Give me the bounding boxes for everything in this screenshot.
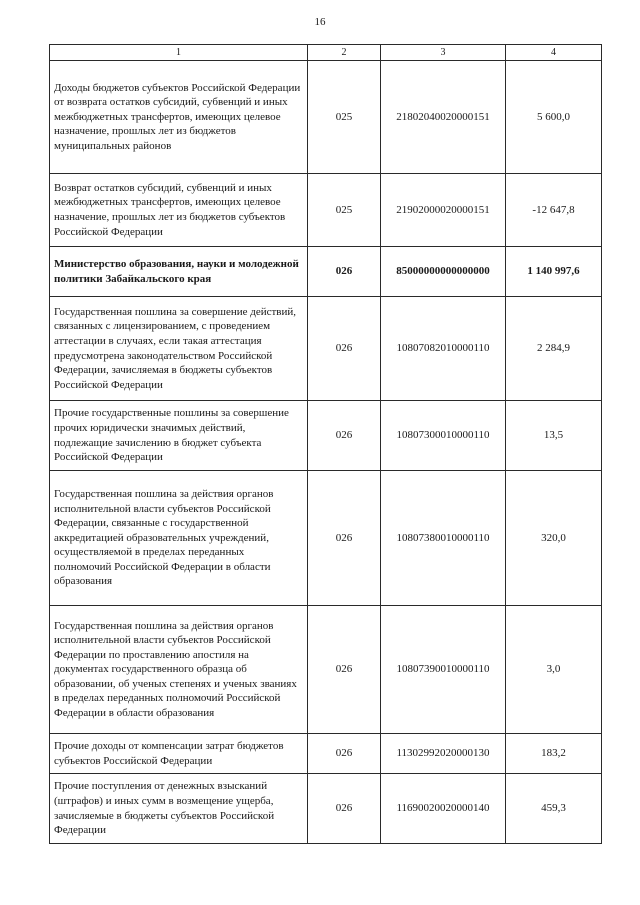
row-description: Государственная пошлина за совершение действий, связанных с лицензированием, с проведением аттестации в случаях, если такая аттестация предусмотрена законодательством Российской Федерации, зачисляемая в бюджеты субъектов Российской Федерации bbox=[50, 297, 308, 401]
row-description: Прочие доходы от компенсации затрат бюджетов субъектов Российской Федерации bbox=[50, 734, 308, 774]
row-amount: -12 647,8 bbox=[506, 174, 602, 247]
row-description: Государственная пошлина за действия органов исполнительной власти субъектов Российской Федерации по проставлению апостиля на документах государственного образца об образовании, об ученых степенях и ученых званиях в пределах переданных полномочий Российской Федерации в области образования bbox=[50, 606, 308, 734]
row-admin-code: 026 bbox=[308, 247, 381, 297]
row-classification-code: 10807390010000110 bbox=[381, 606, 506, 734]
table-row bbox=[50, 606, 602, 734]
row-description: Министерство образования, науки и молодежной политики Забайкальского края bbox=[50, 247, 308, 297]
table-header-row bbox=[50, 45, 602, 61]
row-description: Возврат остатков субсидий, субвенций и иных межбюджетных трансфертов, имеющих целевое назначение, прошлых лет из бюджетов субъектов Российской Федерации bbox=[50, 174, 308, 247]
table-row bbox=[50, 174, 602, 247]
row-classification-code: 10807082010000110 bbox=[381, 297, 506, 401]
table-row bbox=[50, 401, 602, 471]
row-classification-code: 21902000020000151 bbox=[381, 174, 506, 247]
table-row bbox=[50, 297, 602, 401]
row-admin-code: 026 bbox=[308, 401, 381, 471]
column-header-1: 1 bbox=[50, 45, 308, 61]
row-admin-code: 026 bbox=[308, 734, 381, 774]
page-number: 16 bbox=[314, 16, 326, 28]
row-amount: 5 600,0 bbox=[506, 61, 602, 174]
table-row-section bbox=[50, 247, 602, 297]
table-row bbox=[50, 734, 602, 774]
table-row bbox=[50, 61, 602, 174]
row-amount: 183,2 bbox=[506, 734, 602, 774]
row-admin-code: 026 bbox=[308, 606, 381, 734]
row-admin-code: 026 bbox=[308, 297, 381, 401]
revenue-table bbox=[49, 44, 602, 844]
row-description: Доходы бюджетов субъектов Российской Федерации от возврата остатков субсидий, субвенций и иных межбюджетных трансфертов, имеющих целевое назначение, прошлых лет из бюджетов муниципальных районов bbox=[50, 61, 308, 174]
row-description: Государственная пошлина за действия органов исполнительной власти субъектов Российской Федерации, связанные с государственной аккредитацией образовательных учреждений, осуществляемой в пределах переданных полномочий Российской Федерации в области образования bbox=[50, 471, 308, 606]
column-header-3: 3 bbox=[381, 45, 506, 61]
row-amount: 2 284,9 bbox=[506, 297, 602, 401]
row-amount: 1 140 997,6 bbox=[506, 247, 602, 297]
row-description: Прочие государственные пошлины за совершение прочих юридически значимых действий, подлежащие зачислению в бюджет субъекта Российской Федерации bbox=[50, 401, 308, 471]
row-classification-code: 10807300010000110 bbox=[381, 401, 506, 471]
row-description: Прочие поступления от денежных взысканий (штрафов) и иных сумм в возмещение ущерба, зачисляемые в бюджеты субъектов Российской Федерации bbox=[50, 774, 308, 844]
row-amount: 13,5 bbox=[506, 401, 602, 471]
row-classification-code: 85000000000000000 bbox=[381, 247, 506, 297]
row-amount: 3,0 bbox=[506, 606, 602, 734]
column-header-2: 2 bbox=[308, 45, 381, 61]
row-classification-code: 11302992020000130 bbox=[381, 734, 506, 774]
row-amount: 459,3 bbox=[506, 774, 602, 844]
row-admin-code: 025 bbox=[308, 61, 381, 174]
table-row bbox=[50, 471, 602, 606]
row-admin-code: 026 bbox=[308, 471, 381, 606]
row-admin-code: 025 bbox=[308, 174, 381, 247]
row-classification-code: 21802040020000151 bbox=[381, 61, 506, 174]
row-admin-code: 026 bbox=[308, 774, 381, 844]
column-header-4: 4 bbox=[506, 45, 602, 61]
row-classification-code: 11690020020000140 bbox=[381, 774, 506, 844]
row-classification-code: 10807380010000110 bbox=[381, 471, 506, 606]
table-row bbox=[50, 774, 602, 844]
row-amount: 320,0 bbox=[506, 471, 602, 606]
